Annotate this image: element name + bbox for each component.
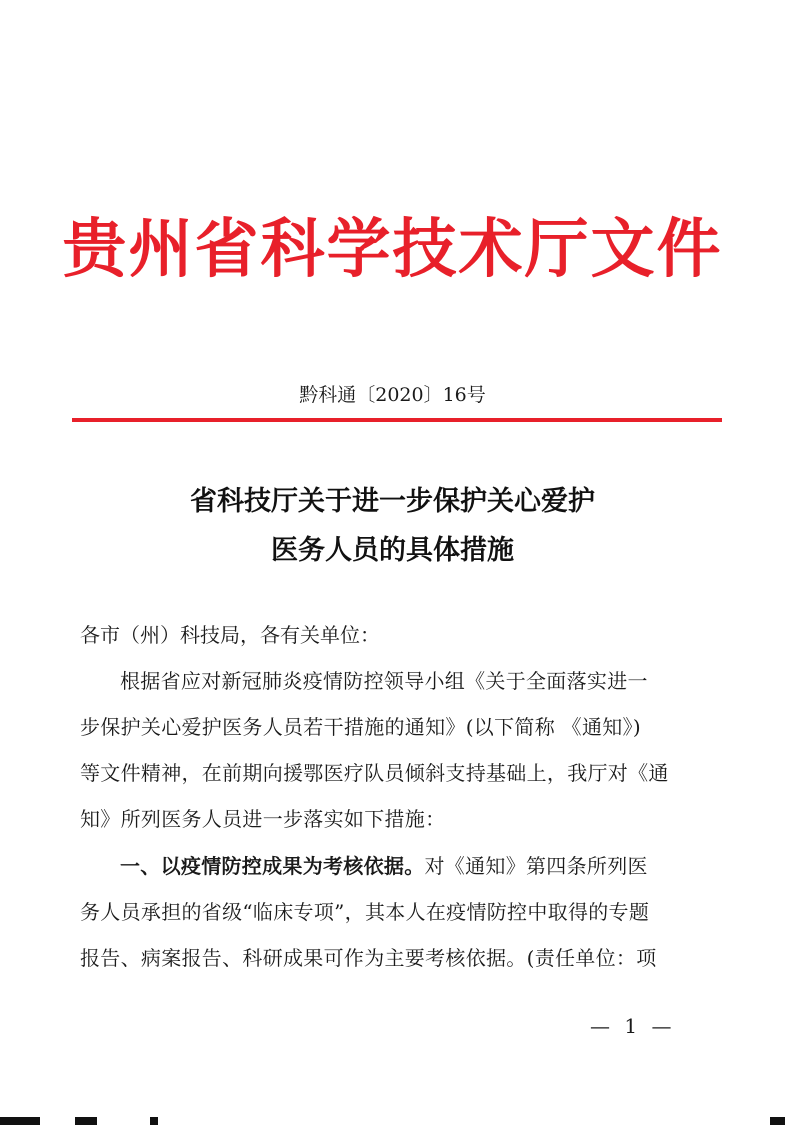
paragraph-1-line-4: 知》所列医务人员进一步落实如下措施： (80, 807, 446, 831)
paragraph-1-line-2: 步保护关心爱护医务人员若干措施的通知》(以下简称 《通知》) (80, 715, 641, 739)
scan-artifact-bar (150, 1117, 158, 1125)
paragraph-1-line-1: 根据省应对新冠肺炎疫情防控领导小组《关于全面落实进一 (120, 669, 648, 693)
issuing-authority-header: 贵州省科学技术厅文件 (62, 213, 723, 287)
salutation: 各市（州）科技局，各有关单位： (80, 623, 380, 647)
item-1-line-2: 务人员承担的省级“临床专项”，其本人在疫情防控中取得的专题 (80, 900, 650, 924)
red-divider-line (72, 418, 722, 422)
document-number: 黔科通〔2020〕16号 (299, 384, 486, 406)
item-1-line-1 (120, 853, 695, 879)
item-1-heading: 一、以疫情防控成果为考核依据。 (120, 854, 425, 878)
scan-artifact-bar (770, 1117, 785, 1125)
paragraph-1-line-3: 等文件精神，在前期向援鄂医疗队员倾斜支持基础上，我厅对《通 (80, 761, 669, 785)
page-number: — 1 — (590, 1014, 676, 1038)
scan-artifact-bar (0, 1117, 40, 1125)
item-1-line-1-text: 对《通知》第四条所列医 (424, 854, 648, 878)
document-title-line-2: 医务人员的具体措施 (271, 535, 514, 566)
scan-artifact-bar (75, 1117, 97, 1125)
item-1-line-3: 报告、病案报告、科研成果可作为主要考核依据。(责任单位：项 (80, 946, 657, 970)
document-title-line-1: 省科技厅关于进一步保护关心爱护 (190, 486, 595, 517)
